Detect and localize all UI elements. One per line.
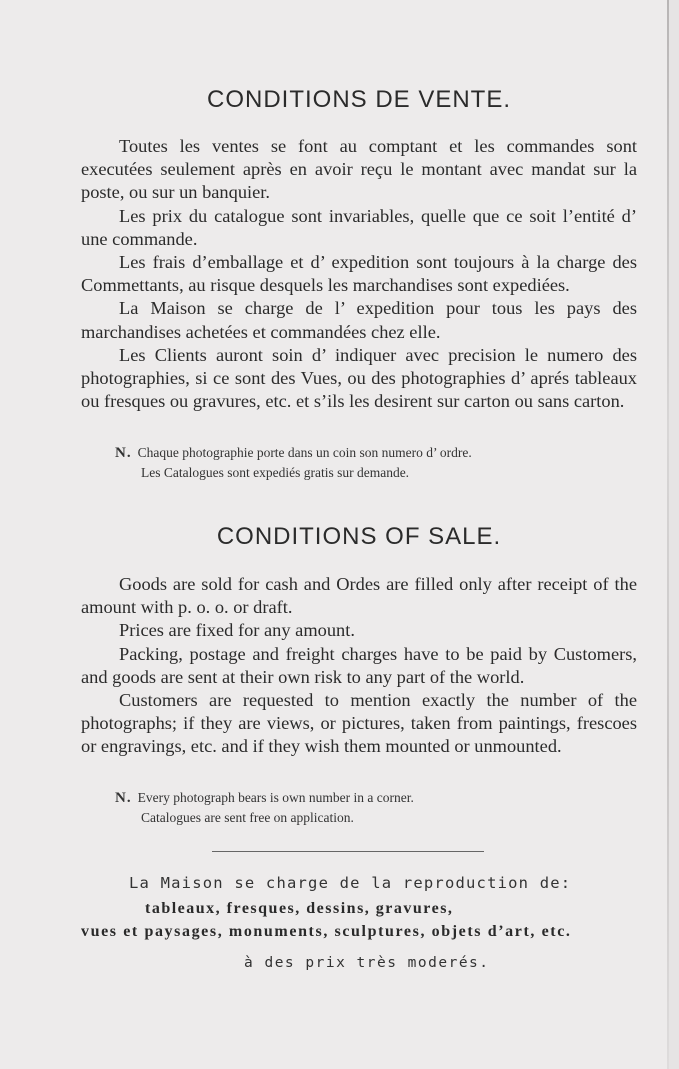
note-text: Chaque photographie porte dans un coin son numero d’ ordre.	[137, 445, 472, 460]
promo-services-line-2: vues et paysages, monuments, sculptures, objets d’art, etc.	[81, 923, 572, 940]
note-mark: N.	[115, 445, 132, 461]
promo-services-line-1: tableaux, fresques, dessins, gravures,	[145, 900, 454, 917]
promo-intro: La Maison se charge de la reproduction de:	[129, 874, 572, 892]
french-paragraph-shipping: La Maison se charge de l’ expedition pour tous les pays des marchandises achetées et commandées chez elle.	[81, 298, 637, 342]
promo-price-line: à des prix très moderés.	[244, 955, 490, 971]
english-title: CONDITIONS OF SALE.	[216, 523, 502, 550]
french-note-line-2: Les Catalogues sont expediés gratis sur demande.	[141, 465, 410, 480]
divider-rule	[212, 851, 484, 852]
french-note-line-1	[115, 443, 472, 463]
english-note	[115, 788, 414, 828]
french-paragraph-payment: Toutes les ventes se font au comptant et les commandes sont executées seulement après en avoir reçu le montant avec mandat sur la poste, ou sur un banquier.	[81, 136, 637, 203]
french-paragraph-ordering: Les Clients auront soin d’ indiquer avec precision le numero des photographies, si ce sont des Vues, ou des photographies d’ aprés tableaux ou fresques ou gravures, etc. et s’ils les desirent sur carton ou sans carton.	[81, 344, 637, 412]
english-paragraph-prices: Prices are fixed for any amount.	[119, 620, 355, 641]
french-paragraph-packing: Les frais d’emballage et d’ expedition sont toujours à la charge des Commettants, au risque desquels les marchandises sont expediées.	[81, 252, 637, 296]
english-note-line-1	[115, 788, 414, 808]
french-note	[115, 443, 472, 483]
promo-block	[81, 870, 637, 976]
english-note-line-2: Catalogues are sent free on application.	[141, 810, 354, 825]
page-edge	[667, 0, 669, 1069]
french-conditions	[81, 135, 637, 413]
note-text: Every photograph bears is own number in a corner.	[137, 790, 414, 805]
english-paragraph-packing: Packing, postage and freight charges have to be paid by Customers, and goods are sent at their own risk to any part of the world.	[81, 643, 637, 687]
note-mark: N.	[115, 790, 132, 806]
english-paragraph-ordering: Customers are requested to mention exactly the number of the photographs; if they are views, or pictures, taken from paintings, frescoes or engravings, etc. and if they wish them mounted or unmounted.	[81, 690, 637, 757]
french-paragraph-prices: Les prix du catalogue sont invariables, quelle que ce soit l’entité d’ une commande.	[81, 205, 637, 249]
english-paragraph-payment: Goods are sold for cash and Ordes are filled only after receipt of the amount with p. o. o. or draft.	[81, 574, 637, 618]
page-margin	[669, 0, 679, 1069]
english-conditions	[81, 573, 637, 759]
french-title: CONDITIONS DE VENTE.	[206, 86, 512, 113]
